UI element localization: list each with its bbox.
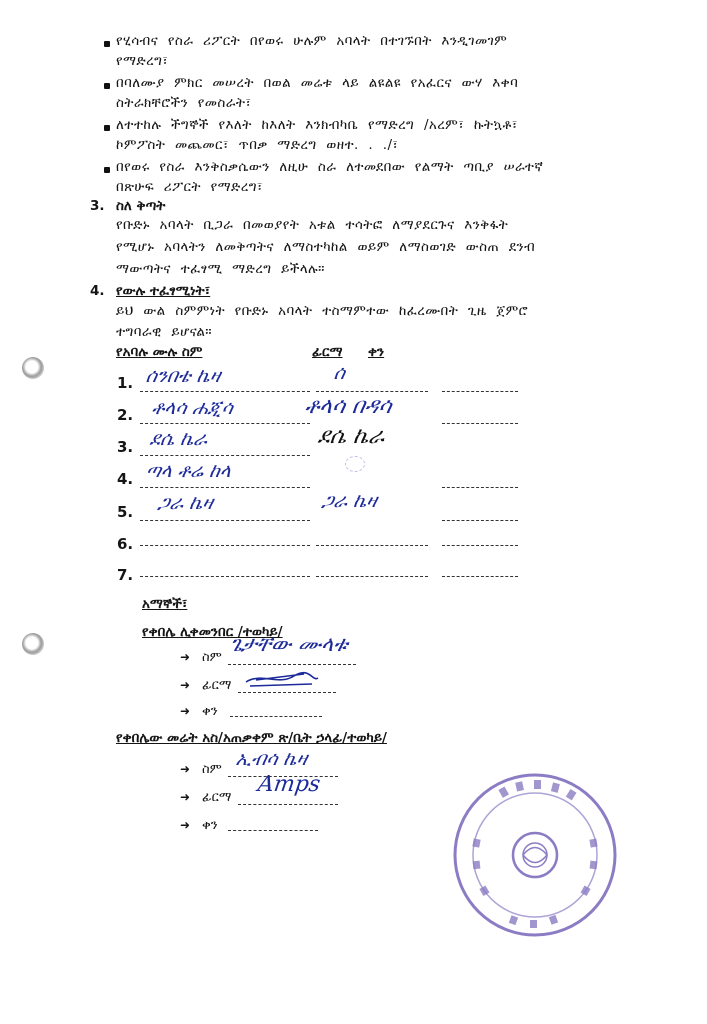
bullet-line: የሂሳብና የስራ ሪፖርት በየወሩ ሁሉም አባላት በተገኙበት እንዲገመገም	[116, 33, 508, 49]
name-label: ስም	[202, 650, 222, 665]
header-date: ቀን	[368, 344, 385, 360]
member-name-handwritten: ደሴ ኬራ	[148, 428, 209, 450]
bullet-icon	[104, 41, 110, 47]
arrow-bullet-icon: ➜	[180, 762, 191, 776]
bullet-line: ኮምፖስት መጨመር፣ ጥበቃ ማድረግ ወዘተ. . ./፣	[116, 137, 399, 153]
signature-label: ፊርማ	[202, 790, 232, 805]
member-signature: ሰ	[332, 362, 347, 384]
member-name-handwritten: ጋራ ኬዛ	[156, 492, 215, 514]
receiver-2-name: ኢብሳ ኬዛ	[234, 748, 309, 770]
arrow-bullet-icon: ➜	[180, 818, 191, 832]
confirm-title: አማኞች፣	[142, 596, 188, 612]
row-number: 6.	[117, 535, 134, 553]
member-name-handwritten: ሰንበቴ ኬዛ	[144, 365, 222, 387]
member-name-handwritten: ጣላ ቶሬ ከላ	[144, 460, 233, 482]
member-signature: ቶላሳ በዳሳ	[303, 394, 394, 419]
bullet-line: በጽሁፍ ሪፖርት የማድረግ፣	[116, 179, 263, 195]
bullet-icon	[104, 167, 110, 173]
date-label: ቀን	[202, 818, 218, 833]
punch-hole	[22, 633, 44, 655]
section-3-number: 3.	[90, 198, 105, 214]
bullet-line: የማድረግ፣	[116, 53, 169, 69]
section-4-line: ይህ ውል ስምምነት የቡድኑ አባላት ተስማምተው ከፈረሙበት ጊዜ ጀምሮ	[116, 303, 529, 319]
name-label: ስም	[202, 762, 222, 777]
receiver-1-signature-scribble	[242, 668, 322, 692]
section-4-line: ተግባራዊ ይሆናል።	[116, 324, 213, 340]
row-number: 7.	[117, 566, 134, 584]
arrow-bullet-icon: ➜	[180, 790, 191, 804]
member-signature: ደሴ ኬራ	[316, 424, 387, 449]
arrow-bullet-icon: ➜	[180, 678, 191, 692]
row-number: 4.	[117, 470, 134, 488]
bullet-line: በየወሩ የስራ እንቅስቃሴውን ለዚሁ ስራ ለተመደበው የልማት ጣቢያ ሠራተኛ	[116, 159, 544, 175]
signature-label: ፊርማ	[202, 678, 232, 693]
bullet-icon	[104, 125, 110, 131]
receiver-1-title: የቀበሌ ሊቀመንበር /ተወካይ/	[142, 624, 283, 640]
section-3-title: ስለ ቅጣት	[116, 198, 166, 214]
arrow-bullet-icon: ➜	[180, 650, 191, 664]
header-member-name: የአባሉ ሙሉ ስም	[116, 344, 203, 360]
date-label: ቀን	[202, 704, 218, 719]
header-signature: ፊርማ	[312, 344, 343, 360]
row-number: 1.	[117, 374, 134, 392]
section-3-line: የሚሆኑ አባላትን ለመቅጣትና ለማስተካከል ወይም ለማስወገድ ውስጠ ደንብ	[116, 239, 536, 255]
bullet-line: ለተተከሉ ችግኞች የእለት ከእለት እንክብካቤ የማድረግ /አረም፣ ኩትኳቶ፣	[116, 117, 518, 133]
row-number: 3.	[117, 438, 134, 456]
receiver-2-title: የቀበሌው መሬት አስ/አጠቃቀም ጽ/ቤት ኃላፊ/ተወካይ/	[116, 730, 387, 746]
faint-seal-mark	[345, 456, 365, 472]
official-stamp-seal	[450, 770, 620, 940]
row-number: 2.	[117, 406, 134, 424]
bullet-line: በባለሙያ ምክር መሠረት በወል መሬቱ ላይ ልዩልዩ የአፈርና ውሃ እቀባ	[116, 75, 519, 91]
receiver-1-name: ጌታቸው ሙላቱ	[228, 632, 350, 656]
member-signature: ጋራ ኬዛ	[320, 490, 379, 512]
section-3-line: ማውጣትና ተፈፃሚ ማድረግ ይችላሉ።	[116, 261, 325, 277]
section-4-number: 4.	[90, 283, 105, 299]
member-name-handwritten: ቶላሳ ሐጂሳ	[150, 397, 235, 419]
punch-hole	[22, 357, 44, 379]
bullet-icon	[104, 83, 110, 89]
section-4-title: የውሉ ተፈፃሚነት፣	[116, 283, 211, 299]
row-number: 5.	[117, 503, 134, 521]
receiver-2-signature: Amps	[256, 772, 322, 797]
section-3-line: የቡድኑ አባላት ቢጋራ በመወያየት አቱል ተሳትፎ ለማያደርጉና እንቅፋት	[116, 217, 509, 233]
arrow-bullet-icon: ➜	[180, 704, 191, 718]
bullet-line: ስትራክቸሮችን የመስራት፣	[116, 95, 252, 111]
